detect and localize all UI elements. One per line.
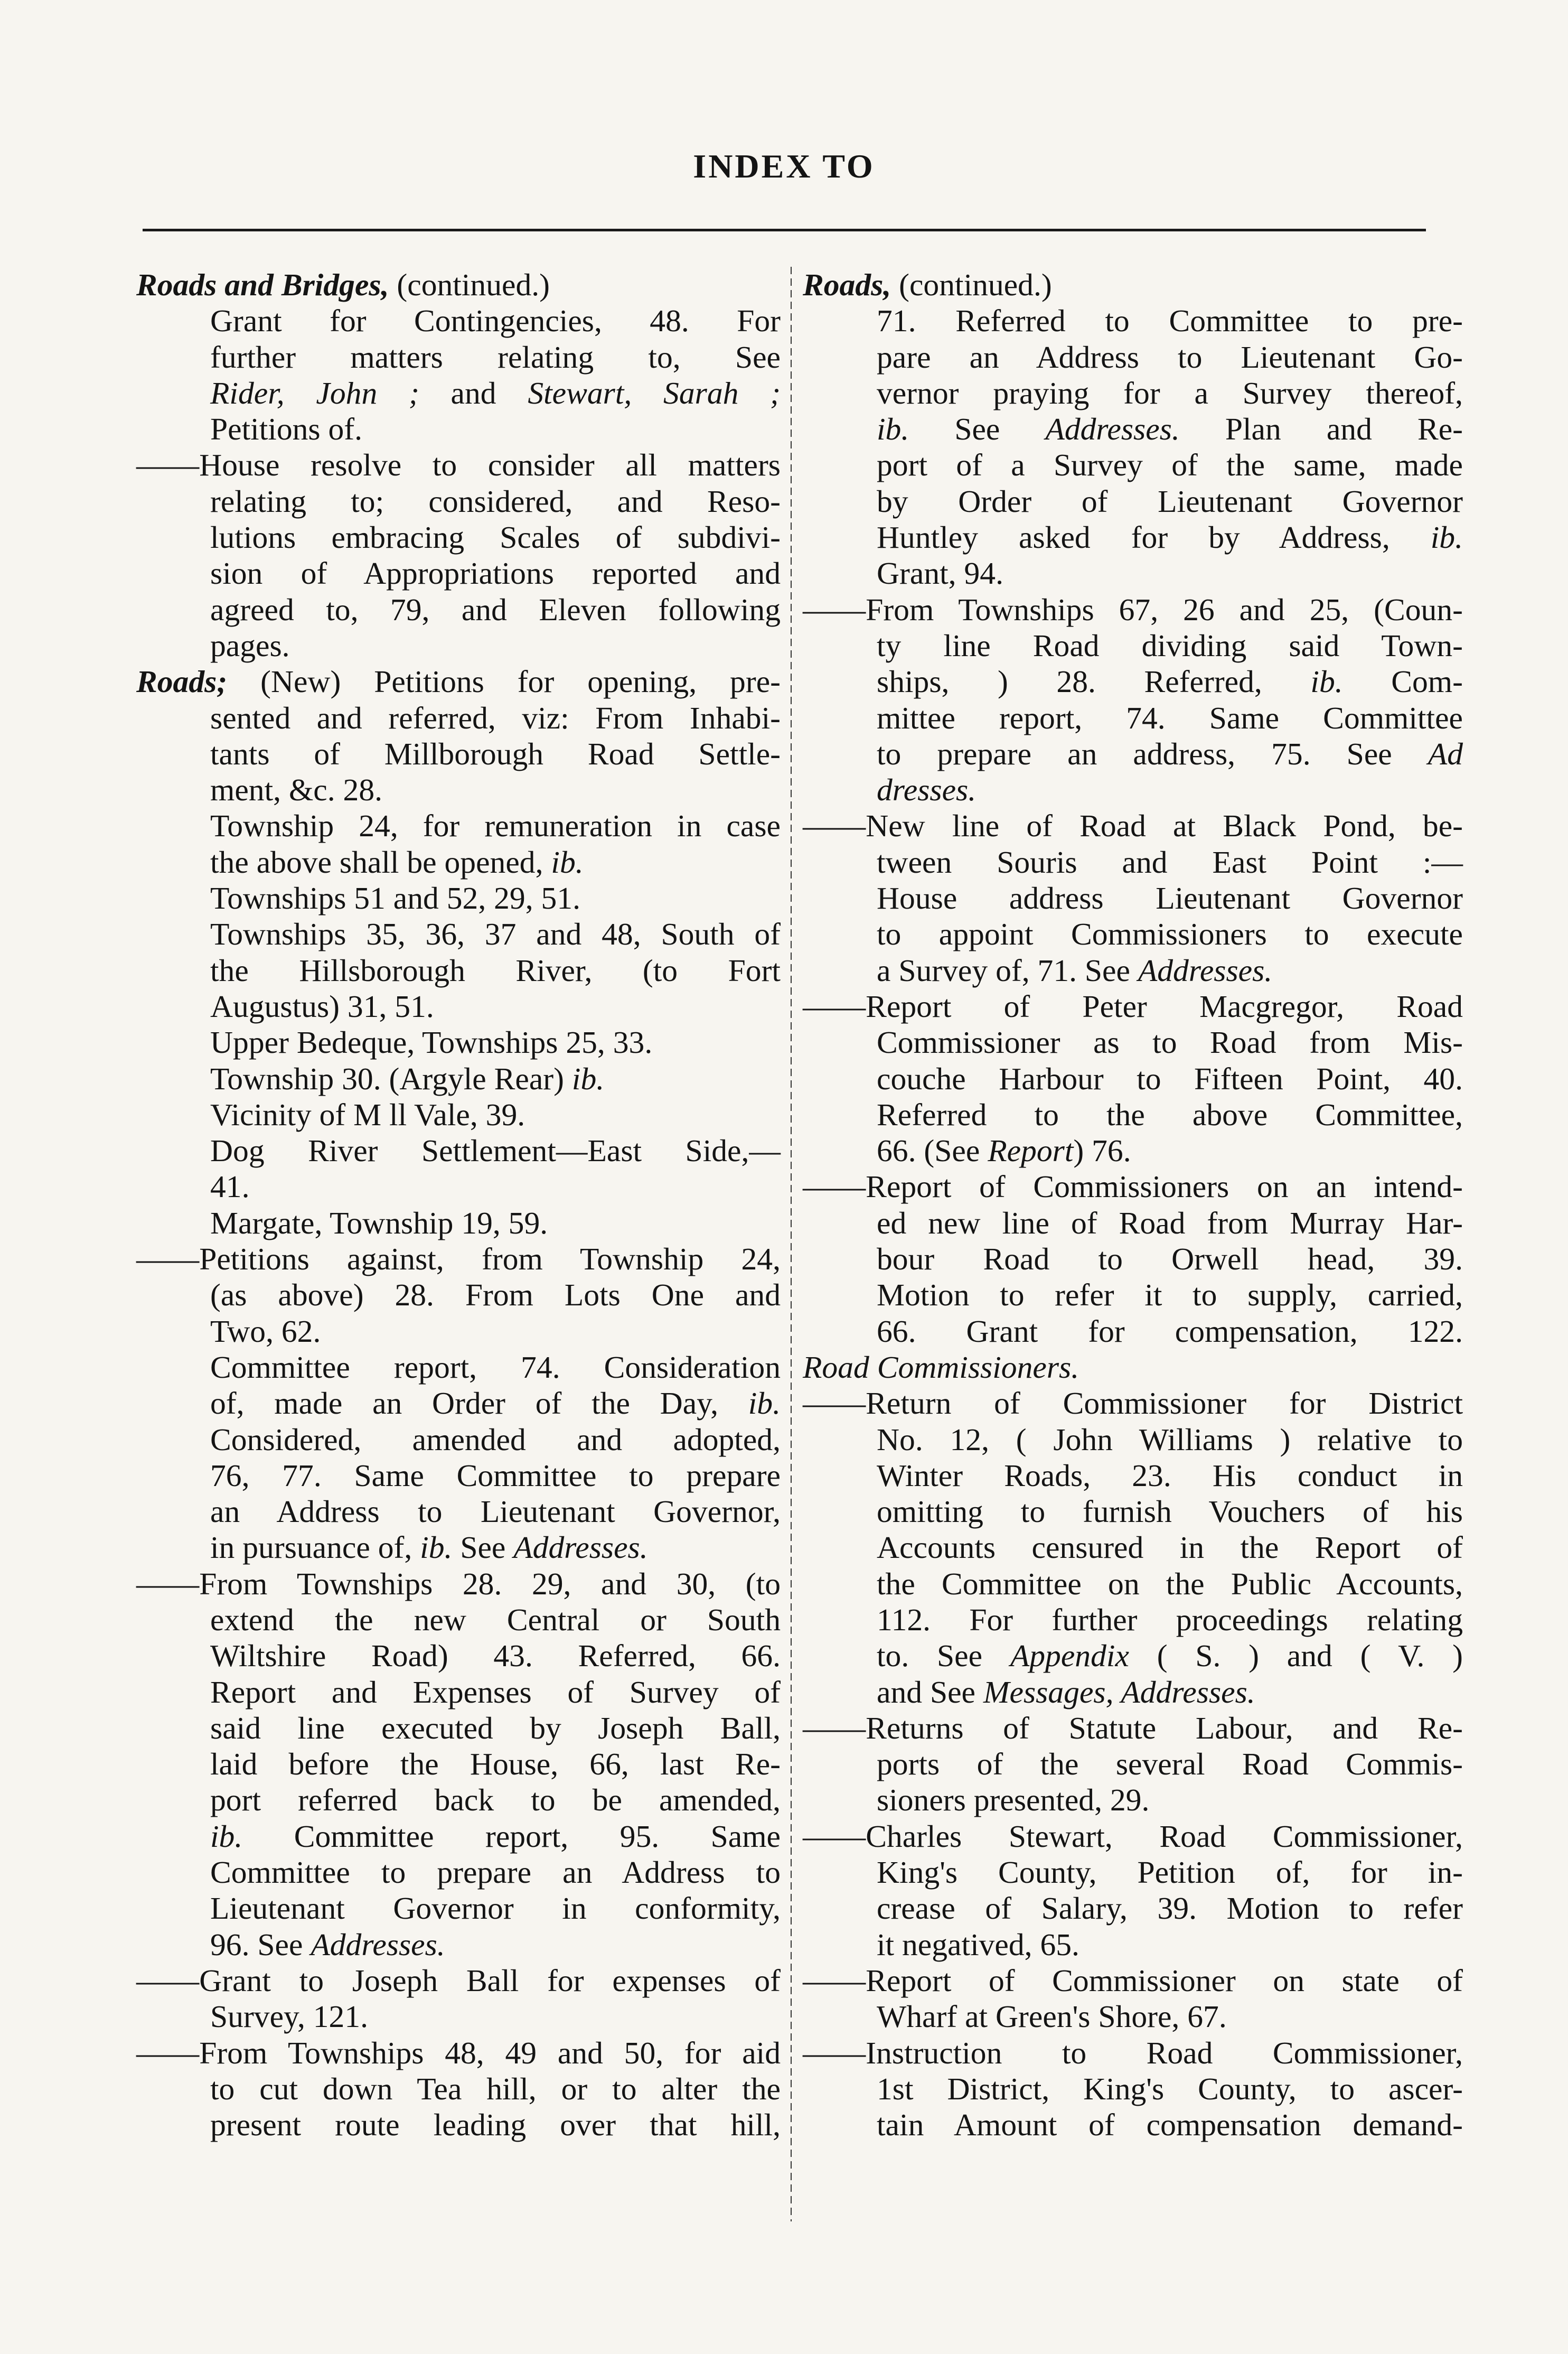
header-rule — [143, 229, 1426, 231]
italic-text: Addresses. — [513, 1530, 648, 1565]
italic-text: Ad — [1428, 736, 1463, 771]
text: Two, 62. — [210, 1313, 321, 1349]
index-line — [136, 1782, 781, 1818]
index-line — [803, 1890, 1463, 1926]
index-line — [136, 1024, 781, 1060]
text: to appoint Commissioners to execute — [877, 917, 1463, 952]
index-line — [136, 1133, 781, 1169]
text: sented and referred, viz: From Inhabi- — [210, 700, 781, 735]
index-line — [803, 1458, 1463, 1493]
index-line — [803, 700, 1463, 736]
index-line — [136, 664, 781, 699]
italic-text: ib. — [748, 1386, 781, 1421]
index-line — [136, 555, 781, 591]
text: bour Road to Orwell head, 39. — [877, 1241, 1463, 1277]
index-line — [803, 1710, 1463, 1746]
text: pare an Address to Lieutenant Go- — [877, 339, 1463, 375]
text: Wharf at Green's Shore, 67. — [877, 1999, 1227, 2034]
index-line — [803, 628, 1463, 664]
index-line — [136, 772, 781, 808]
text: said line executed by Joseph Ball, — [210, 1710, 781, 1745]
text: an Address to Lieutenant Governor, — [210, 1494, 781, 1529]
text: Township 24, for remuneration in case — [210, 808, 781, 844]
index-line — [136, 1061, 781, 1097]
text: Petitions of. — [210, 412, 363, 447]
italic-text: Road Commissioners. — [803, 1349, 1079, 1385]
text: laid before the House, 66, last Re- — [210, 1746, 781, 1782]
index-line — [136, 1458, 781, 1493]
italic-text: Roads and Bridges, — [136, 267, 389, 302]
text: Committee report, 95. Same — [242, 1818, 781, 1854]
text: tween Souris and East Point :— — [877, 844, 1463, 880]
text: ) 76. — [1073, 1133, 1131, 1169]
text: Township 30. (Argyle Rear) — [210, 1061, 572, 1096]
text: sion of Appropriations reported and — [210, 556, 781, 591]
index-line — [803, 1349, 1463, 1385]
text: ——Report of Commissioner on state of — [803, 1963, 1463, 1998]
index-line — [803, 952, 1463, 988]
index-line — [803, 555, 1463, 591]
index-line — [803, 988, 1463, 1024]
index-line — [803, 1061, 1463, 1097]
text: Commissioner as to Road from Mis- — [877, 1025, 1463, 1060]
italic-text: Roads, — [803, 267, 891, 302]
text: 66. Grant for compensation, 122. — [877, 1313, 1463, 1349]
text: ——From Townships 48, 49 and 50, for aid — [136, 2035, 781, 2070]
index-line — [136, 447, 781, 483]
text: the above shall be opened, — [210, 844, 551, 880]
text: vernor praying for a Survey thereof, — [877, 375, 1463, 410]
text: and — [419, 375, 528, 410]
text: See — [909, 412, 1046, 447]
text: 66. (See — [877, 1133, 988, 1169]
index-line — [803, 592, 1463, 628]
index-line — [803, 1566, 1463, 1602]
index-line — [136, 519, 781, 555]
index-line — [803, 1241, 1463, 1277]
text: Wiltshire Road) 43. Referred, 66. — [210, 1638, 781, 1674]
text: ( S. ) and ( V. ) — [1129, 1638, 1463, 1674]
text: by Order of Lieutenant Governor — [877, 483, 1463, 519]
index-line — [136, 880, 781, 916]
index-line — [803, 2107, 1463, 2143]
text: present route leading over that hill, — [210, 2107, 781, 2143]
index-line — [136, 1818, 781, 1854]
text: ——Report of Commissioners on an intend- — [803, 1169, 1463, 1204]
index-line — [803, 1818, 1463, 1854]
text: tain Amount of compensation demand- — [877, 2107, 1463, 2143]
text: (continued.) — [891, 267, 1052, 302]
index-line — [803, 2071, 1463, 2107]
index-line — [136, 411, 781, 447]
text: ports of the several Road Commis- — [877, 1746, 1463, 1782]
index-line — [136, 1674, 781, 1710]
index-line — [136, 1638, 781, 1674]
italic-text: ib. — [1430, 520, 1463, 555]
index-line — [136, 1854, 781, 1890]
index-line — [803, 339, 1463, 375]
index-line — [803, 844, 1463, 880]
text: ment, &c. 28. — [210, 772, 383, 808]
text: (as above) 28. From Lots One and — [210, 1277, 781, 1313]
index-line — [803, 1493, 1463, 1529]
text: to prepare an address, 75. See — [877, 736, 1428, 771]
index-line — [136, 1890, 781, 1926]
index-line — [136, 1205, 781, 1241]
text: 71. Referred to Committee to pre- — [877, 303, 1463, 339]
text: ——Report of Peter Macgregor, Road — [803, 988, 1463, 1024]
text: Vicinity of M ll Vale, 39. — [210, 1097, 525, 1132]
index-line — [136, 1998, 781, 2034]
text: sioners presented, 29. — [877, 1782, 1150, 1818]
index-line — [803, 916, 1463, 952]
text: Margate, Township 19, 59. — [210, 1205, 548, 1240]
text: 41. — [210, 1169, 250, 1204]
index-line — [803, 808, 1463, 844]
text: 1st District, King's County, to ascer- — [877, 2071, 1463, 2106]
index-line — [136, 267, 781, 303]
index-line — [803, 1169, 1463, 1204]
text: ed new line of Road from Murray Har- — [877, 1205, 1463, 1240]
text: a Survey of, 71. See — [877, 952, 1138, 988]
text: ——Return of Commissioner for District — [803, 1386, 1463, 1421]
text: it negatived, 65. — [877, 1927, 1079, 1962]
index-line — [803, 880, 1463, 916]
text: Huntley asked for by Address, — [877, 520, 1431, 555]
text: 76, 77. Same Committee to prepare — [210, 1458, 781, 1493]
italic-text: dresses. — [877, 772, 977, 808]
index-line — [136, 483, 781, 519]
index-line — [803, 519, 1463, 555]
italic-text: Messages, Addresses. — [983, 1674, 1255, 1710]
italic-text: Report — [988, 1133, 1074, 1169]
index-line — [136, 592, 781, 628]
text: agreed to, 79, and Eleven following — [210, 592, 781, 627]
text: Grant for Contingencies, 48. For — [210, 303, 781, 339]
text: Townships 35, 36, 37 and 48, South of — [210, 917, 781, 952]
text: and See — [877, 1674, 983, 1710]
index-line — [803, 772, 1463, 808]
text: mittee report, 74. Same Committee — [877, 700, 1463, 735]
index-line — [136, 1529, 781, 1565]
text: King's County, Petition of, for in- — [877, 1855, 1463, 1890]
text: Survey, 121. — [210, 1999, 369, 2034]
text: to. See — [877, 1638, 1010, 1674]
text: 96. See — [210, 1927, 311, 1962]
index-line — [136, 1746, 781, 1782]
index-line — [136, 736, 781, 772]
text: Plan and Re- — [1179, 412, 1463, 447]
index-line — [803, 1998, 1463, 2034]
text: Lieutenant Governor in conformity, — [210, 1891, 781, 1926]
index-line — [803, 2035, 1463, 2071]
index-line — [136, 700, 781, 736]
text: extend the new Central or South — [210, 1602, 781, 1637]
index-line — [803, 1529, 1463, 1565]
index-line — [803, 267, 1463, 303]
index-line — [803, 1205, 1463, 1241]
text: pages. — [210, 628, 290, 663]
italic-text: Addresses. — [1138, 952, 1273, 988]
text: ——New line of Road at Black Pond, be- — [803, 808, 1463, 844]
index-line — [803, 1674, 1463, 1710]
text: Winter Roads, 23. His conduct in — [877, 1458, 1463, 1493]
index-line — [136, 1602, 781, 1638]
text: No. 12, ( John Williams ) relative to — [877, 1422, 1463, 1457]
text: ——Grant to Joseph Ball for expenses of — [136, 1963, 781, 1998]
index-line — [803, 1782, 1463, 1818]
running-head: INDEX TO — [693, 147, 875, 185]
text: the Hillsborough River, (to Fort — [210, 952, 781, 988]
index-line — [136, 1349, 781, 1385]
index-line — [136, 375, 781, 411]
index-line — [803, 1024, 1463, 1060]
index-line — [803, 483, 1463, 519]
index-line — [136, 1493, 781, 1529]
text: Committee to prepare an Address to — [210, 1855, 781, 1890]
italic-text: Addresses. — [1045, 412, 1180, 447]
index-line — [803, 1854, 1463, 1890]
text: Dog River Settlement—East Side,— — [210, 1133, 781, 1169]
text: Upper Bedeque, Townships 25, 33. — [210, 1025, 653, 1060]
index-line — [136, 2071, 781, 2107]
index-line — [803, 1638, 1463, 1674]
text: ty line Road dividing said Town- — [877, 628, 1463, 663]
left-column — [136, 267, 781, 2143]
index-line — [803, 1963, 1463, 1998]
italic-text: Roads; — [136, 664, 228, 699]
text: (continued.) — [389, 267, 550, 302]
index-line — [136, 808, 781, 844]
index-line — [136, 844, 781, 880]
italic-text: ib. — [877, 412, 909, 447]
text: crease of Salary, 39. Motion to refer — [877, 1891, 1463, 1926]
text: 112. For further proceedings relating — [877, 1602, 1463, 1637]
text: Grant, 94. — [877, 556, 1003, 591]
italic-text: ib. — [551, 844, 584, 880]
index-line — [803, 1422, 1463, 1458]
index-line — [803, 375, 1463, 411]
index-line — [803, 1313, 1463, 1349]
italic-text: ib. — [210, 1818, 243, 1854]
text: lutions embracing Scales of subdivi- — [210, 520, 781, 555]
text: in pursuance of, — [210, 1530, 420, 1565]
text: (New) Petitions for opening, pre- — [227, 664, 781, 699]
index-line — [136, 339, 781, 375]
index-line — [803, 1602, 1463, 1638]
index-line — [136, 1385, 781, 1421]
index-line — [803, 1746, 1463, 1782]
index-line — [803, 303, 1463, 339]
text: Considered, amended and adopted, — [210, 1422, 781, 1457]
index-line — [803, 736, 1463, 772]
italic-text: Rider, John ; — [210, 375, 419, 410]
text: further matters relating to, See — [210, 339, 781, 375]
italic-text: Addresses. — [311, 1927, 445, 1962]
text: ——Returns of Statute Labour, and Re- — [803, 1710, 1463, 1745]
text: port referred back to be amended, — [210, 1782, 781, 1818]
index-line — [803, 1277, 1463, 1313]
text: Com- — [1342, 664, 1463, 699]
index-line — [803, 447, 1463, 483]
text: Townships 51 and 52, 29, 51. — [210, 881, 581, 916]
text: omitting to furnish Vouchers of his — [877, 1494, 1463, 1529]
index-line — [136, 1277, 781, 1313]
right-column — [803, 267, 1463, 2143]
index-line — [803, 1133, 1463, 1169]
text: ——Instruction to Road Commissioner, — [803, 2035, 1463, 2070]
text: ——From Townships 67, 26 and 25, (Coun- — [803, 592, 1463, 627]
index-line — [136, 2035, 781, 2071]
index-line — [136, 1313, 781, 1349]
text: to cut down Tea hill, or to alter the — [210, 2071, 781, 2106]
text: ——Petitions against, from Township 24, — [136, 1241, 781, 1277]
text: Motion to refer it to supply, carried, — [877, 1277, 1463, 1313]
italic-text: ib. — [571, 1061, 605, 1096]
index-line — [136, 628, 781, 664]
text: Committee report, 74. Consideration — [210, 1349, 781, 1385]
index-line — [136, 303, 781, 339]
text: Referred to the above Committee, — [877, 1097, 1463, 1132]
column-divider — [791, 267, 792, 2221]
text: couche Harbour to Fifteen Point, 40. — [877, 1061, 1463, 1096]
index-line — [136, 1566, 781, 1602]
text: ships, ) 28. Referred, — [877, 664, 1311, 699]
index-line — [803, 1927, 1463, 1963]
text: port of a Survey of the same, made — [877, 447, 1463, 483]
text: See — [452, 1530, 514, 1565]
text: of, made an Order of the Day, — [210, 1386, 748, 1421]
index-line — [803, 1385, 1463, 1421]
text: Accounts censured in the Report of — [877, 1530, 1463, 1565]
index-line — [136, 916, 781, 952]
index-line — [136, 2107, 781, 2143]
text: tants of Millborough Road Settle- — [210, 736, 781, 771]
text: Augustus) 31, 51. — [210, 988, 434, 1024]
index-line — [136, 1097, 781, 1133]
italic-text: ib. — [420, 1530, 453, 1565]
index-line — [136, 1422, 781, 1458]
index-line — [803, 1097, 1463, 1133]
italic-text: Appendix — [1010, 1638, 1129, 1674]
index-line — [136, 1710, 781, 1746]
text: ——Charles Stewart, Road Commissioner, — [803, 1818, 1463, 1854]
index-line — [136, 1169, 781, 1204]
index-line — [803, 664, 1463, 699]
index-line — [136, 952, 781, 988]
text: ——From Townships 28. 29, and 30, (to — [136, 1566, 781, 1601]
index-line — [136, 1927, 781, 1963]
index-line — [136, 988, 781, 1024]
index-line — [803, 411, 1463, 447]
text: ——House resolve to consider all matters — [136, 447, 781, 483]
text: relating to; considered, and Reso- — [210, 483, 781, 519]
text: the Committee on the Public Accounts, — [877, 1566, 1463, 1601]
italic-text: Stewart, Sarah ; — [528, 375, 781, 410]
italic-text: ib. — [1310, 664, 1343, 699]
index-line — [136, 1963, 781, 1998]
text: Report and Expenses of Survey of — [210, 1674, 781, 1710]
text: House address Lieutenant Governor — [877, 881, 1463, 916]
index-line — [136, 1241, 781, 1277]
